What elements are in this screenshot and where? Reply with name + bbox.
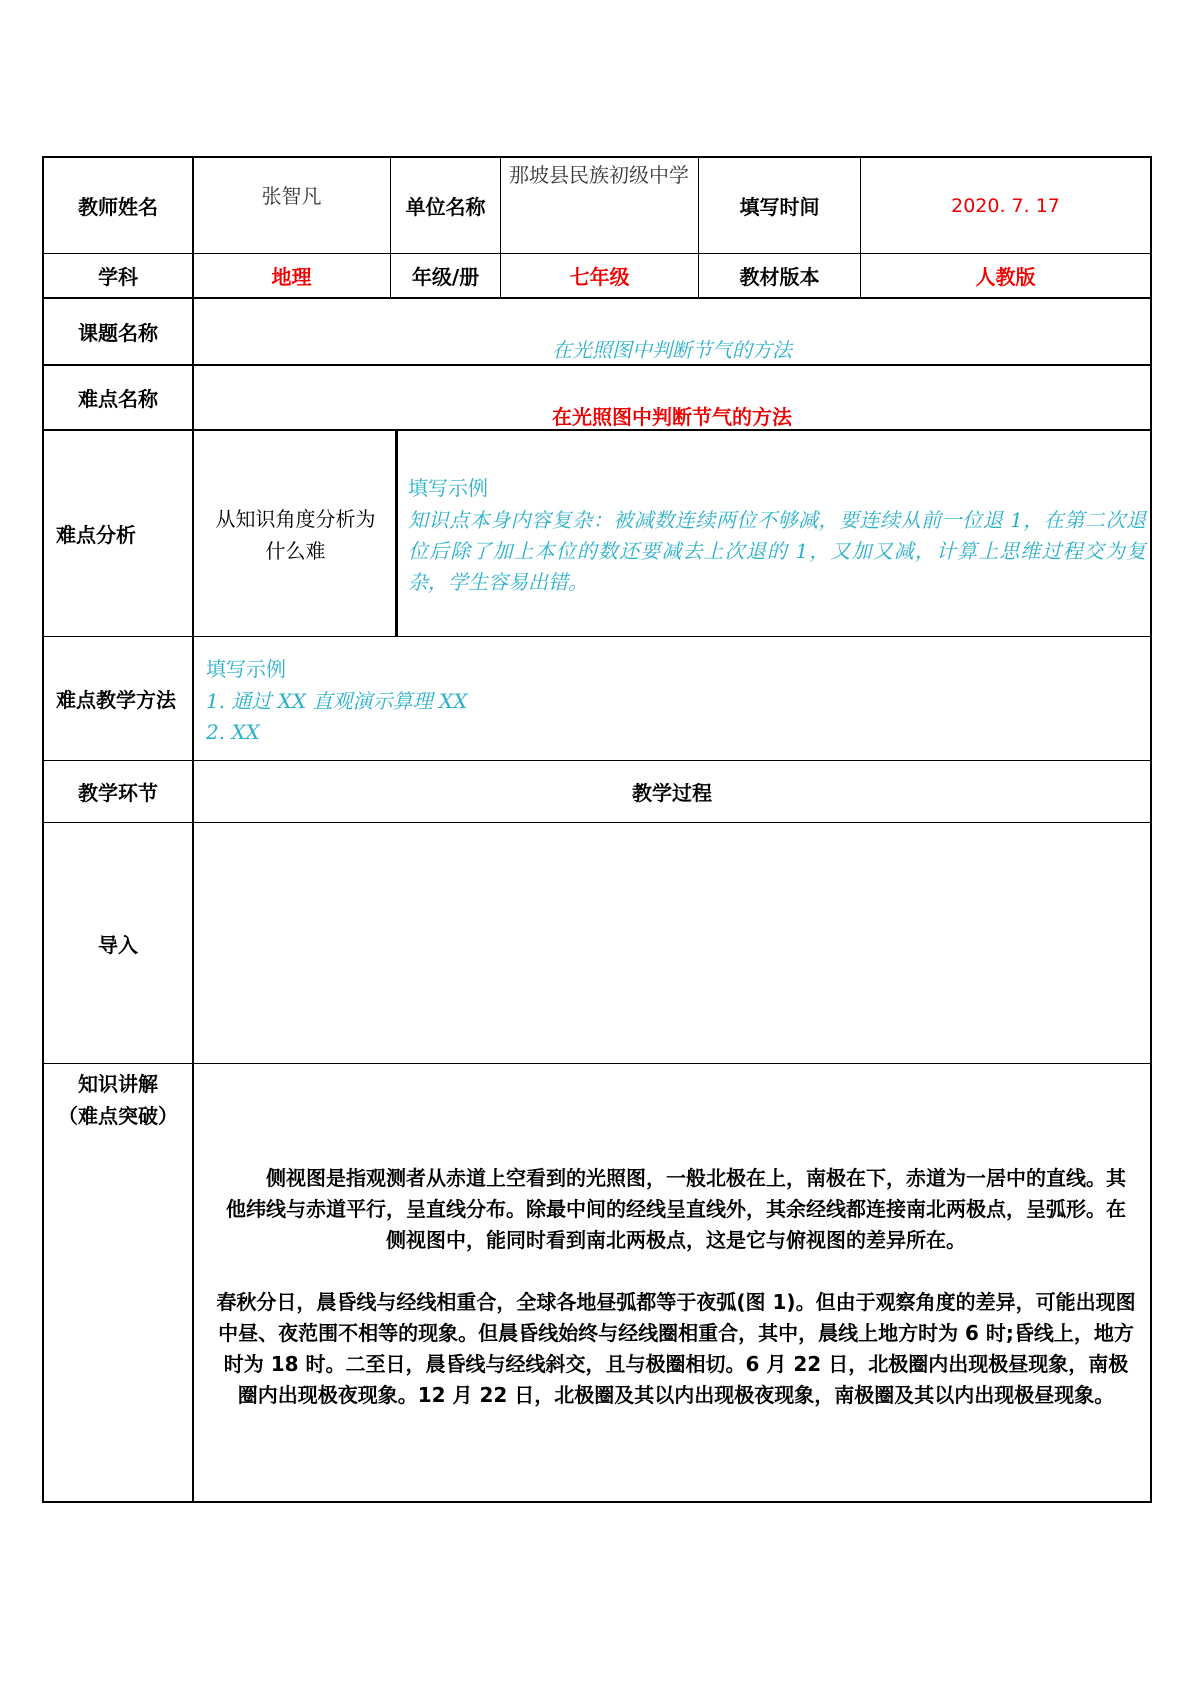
topic-label: 课题名称	[78, 321, 158, 345]
table-right-border	[1150, 156, 1152, 1503]
fill-date-label: 填写时间	[739, 195, 820, 219]
unit-name-value: 那坡县民族初级中学	[509, 163, 689, 187]
method-label: 难点教学方法	[56, 688, 176, 712]
method-item: 2. XX	[206, 720, 260, 744]
subject-value: 地理	[271, 265, 312, 289]
method-item: 1. 通过 XX 直观演示算理 XX	[206, 689, 468, 713]
intro-label: 导入	[98, 932, 138, 957]
difficulty-label: 难点名称	[78, 387, 158, 411]
edition-value: 人教版	[975, 265, 1036, 289]
grade-value: 七年级	[569, 265, 630, 289]
method-example-title: 填写示例	[206, 657, 286, 681]
difficulty-value: 在光照图中判断节气的方法	[552, 404, 792, 429]
analysis-example-title: 填写示例	[408, 476, 488, 500]
grade-label: 年级/册	[411, 265, 480, 289]
row-divider	[42, 1063, 1152, 1064]
subject-label: 学科	[98, 265, 138, 289]
intro-content	[194, 823, 1150, 1063]
topic-value: 在光照图中判断节气的方法	[552, 337, 792, 362]
edition-label: 教材版本	[739, 265, 820, 289]
process-value: 教学过程	[632, 781, 712, 805]
process-label: 教学环节	[78, 781, 158, 805]
teacher-name-label: 教师姓名	[78, 195, 158, 219]
row-divider	[42, 297, 1152, 299]
knowledge-paragraph-1: 侧视图是指观测者从赤道上空看到的光照图，一般北极在上，南极在下，赤道为一居中的直线。其他纬线与赤道平行，呈直线分布。除最中间的经线呈直线外，其余经线都连接南北两极点，呈弧形。在侧视图中，能同时看到南北两极点，这是它与俯视图的差异所在。	[226, 1166, 1126, 1252]
knowledge-sublabel: （难点突破）	[58, 1103, 178, 1128]
fill-date-value: 2020. 7. 17	[951, 194, 1060, 217]
knowledge-label: 知识讲解	[78, 1071, 158, 1096]
analysis-example-text: 知识点本身内容复杂：被减数连续两位不够减，要连续从前一位退 1，在第二次退位后除了加上本位的数还要减去上次退的 1，又加又减，计算上思维过程交为复杂，学生容易出错。	[408, 508, 1146, 594]
row-divider	[42, 364, 1152, 366]
analysis-sub-label: 从知识角度分析为什么难	[215, 507, 376, 563]
unit-name-label: 单位名称	[405, 195, 486, 219]
teacher-name-value: 张智凡	[261, 183, 322, 208]
analysis-label: 难点分析	[56, 523, 136, 547]
row-divider	[42, 636, 1152, 637]
knowledge-paragraph-2: 春秋分日，晨昏线与经线相重合，全球各地昼弧都等于夜弧(图 1)。但由于观察角度的差异，可能出现图中昼、夜范围不相等的现象。但晨昏线始终与经线圈相重合，其中，晨线上地方时为 6 时;昏线上，地方时为 18 时。二至日，晨昏线与经线斜交，且与极圈相切。6 月 22 日，北极圈内出现极昼现象，南极圈内出现极夜现象。12 月 22 日，北极圈及其以内出现极夜现象，南极圈及其以内出现极昼现象。	[216, 1290, 1136, 1407]
table-bottom-border	[42, 1501, 1152, 1503]
analysis-column-divider	[395, 429, 398, 636]
